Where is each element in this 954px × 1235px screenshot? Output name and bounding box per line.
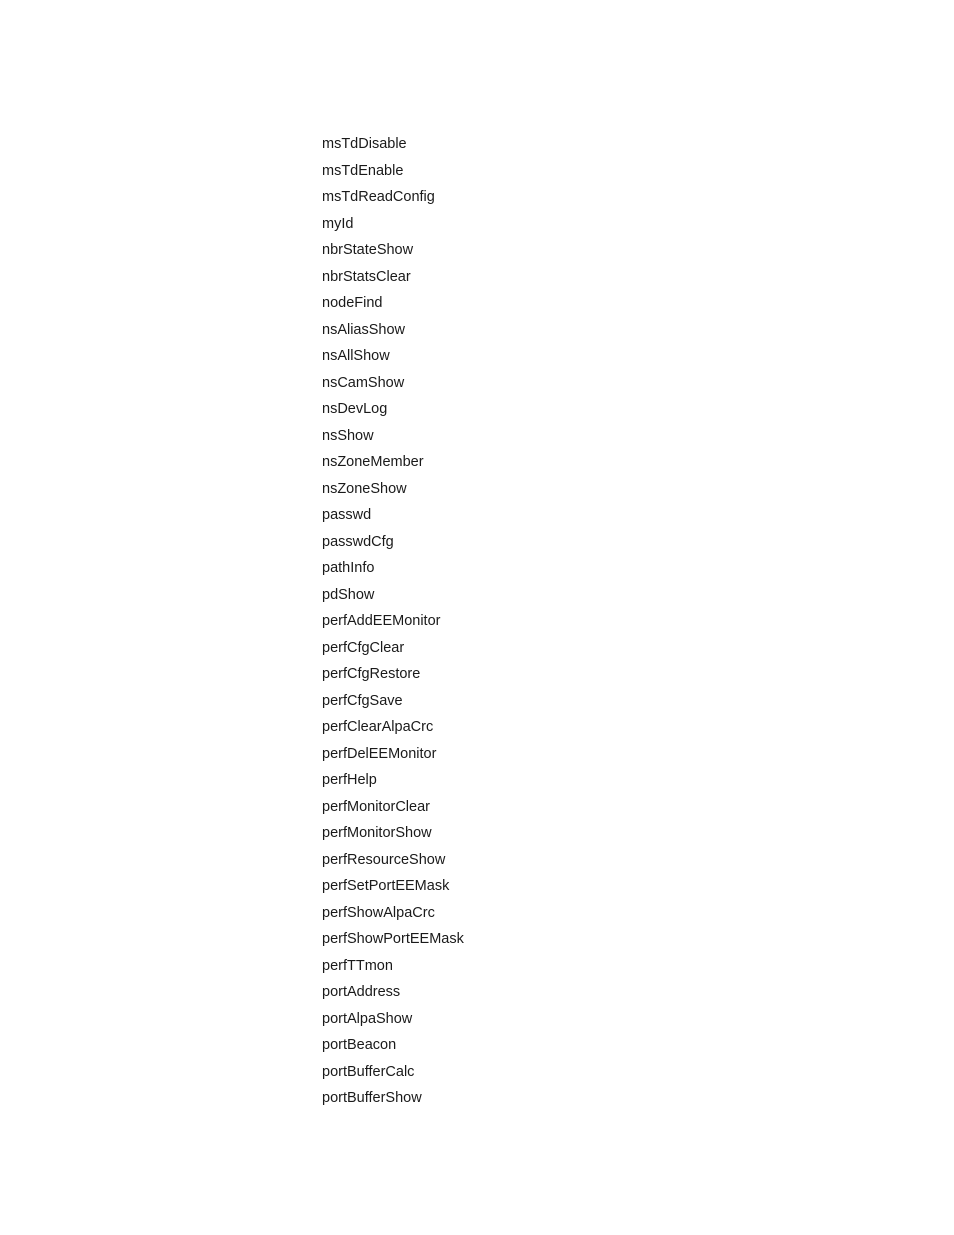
command-item: perfShowAlpaCrc	[322, 904, 435, 921]
command-item: perfTTmon	[322, 957, 393, 974]
command-item: pdShow	[322, 586, 375, 603]
command-item: portBeacon	[322, 1037, 397, 1053]
command-item: portBufferShow	[322, 1090, 422, 1106]
command-item: msTdDisable	[322, 136, 407, 152]
command-item: nsAliasShow	[322, 321, 406, 338]
command-item: perfHelp	[322, 772, 377, 788]
command-item: nbrStatsClear	[322, 268, 411, 285]
command-item: nsCamShow	[322, 374, 405, 391]
command-item: nodeFind	[322, 295, 383, 311]
command-item: msTdEnable	[322, 162, 404, 179]
command-item: portAlpaShow	[322, 1010, 413, 1027]
command-item: perfAddEEMonitor	[322, 613, 441, 629]
command-item: nsZoneMember	[322, 454, 424, 470]
command-item: myId	[322, 215, 354, 232]
command-item: portBufferCalc	[322, 1063, 415, 1080]
command-item: perfResourceShow	[322, 851, 446, 868]
command-item: nsDevLog	[322, 401, 388, 417]
command-list	[322, 131, 464, 1112]
command-item: passwd	[322, 507, 372, 523]
command-item: perfShowPortEEMask	[322, 931, 464, 947]
command-item: perfCfgRestore	[322, 666, 421, 682]
command-item: nsZoneShow	[322, 480, 407, 497]
command-item: perfCfgClear	[322, 639, 405, 656]
command-item: msTdReadConfig	[322, 189, 435, 205]
command-item: portAddress	[322, 984, 401, 1000]
command-item: pathInfo	[322, 560, 375, 576]
command-item: passwdCfg	[322, 533, 394, 550]
command-item: perfCfgSave	[322, 692, 403, 709]
command-item: nbrStateShow	[322, 242, 414, 258]
command-item: nsShow	[322, 427, 374, 444]
command-item: perfDelEEMonitor	[322, 745, 437, 762]
command-item: perfMonitorShow	[322, 825, 432, 841]
command-item: perfMonitorClear	[322, 798, 430, 815]
command-item: perfSetPortEEMask	[322, 878, 450, 894]
command-item: nsAllShow	[322, 348, 390, 364]
command-item: perfClearAlpaCrc	[322, 719, 434, 735]
